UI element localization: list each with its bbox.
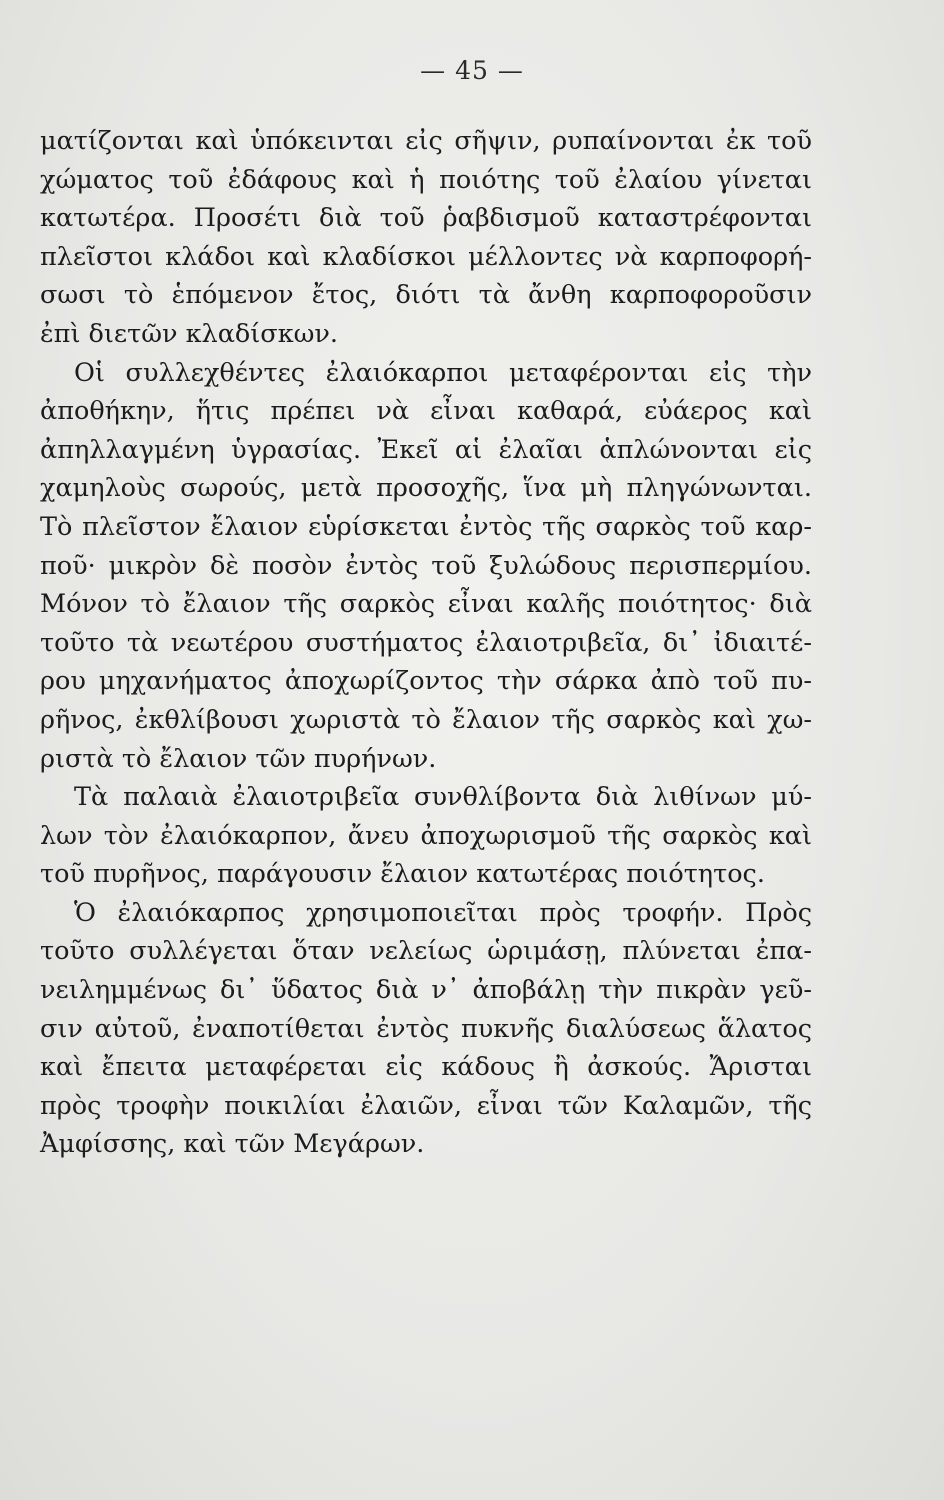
paragraph [40, 354, 812, 779]
text-line: πλεῖστοι κλάδοι καὶ κλαδίσκοι μέλλοντες νὰ καρποφορή- [40, 241, 812, 272]
text-line: ματίζονται καὶ ὑπόκεινται εἰς σῆψιν, ρυπαίνονται ἐκ τοῦ [40, 126, 812, 156]
text-line: ἀπηλλαγμένη ὑγρασίας. Ἐκεῖ αἱ ἐλαῖαι ἁπλώνονται εἰς [40, 434, 812, 465]
text-line: ἀποθήκην, ἥτις πρέπει νὰ εἶναι καθαρά, εὐάερος καὶ [40, 396, 812, 427]
text-line: νειλημμένως δι᾽ ὕδατος διὰ ν᾽ ἀποβάλῃ τὴν πικρὰν γεῦ- [40, 975, 812, 1006]
text-line: σιν αὐτοῦ, ἐναποτίθεται ἐντὸς πυκνῆς διαλύσεως ἅλατος [40, 1013, 812, 1044]
text-line: τοῦτο τὰ νεωτέρου συστήματος ἐλαιοτριβεῖα, δι᾽ ἰδιαιτέ- [40, 627, 812, 658]
text-line: τοῦτο συλλέγεται ὅταν νελείως ὡριμάσῃ, πλύνεται ἐπα- [40, 936, 812, 967]
text-line: Ἀμφίσσης, καὶ τῶν Μεγάρων. [40, 1129, 425, 1160]
text-line: Τὸ πλεῖστον ἔλαιον εὑρίσκεται ἐντὸς τῆς σαρκὸς τοῦ καρ- [40, 511, 812, 542]
text-line: πρὸς τροφὴν ποικιλίαι ἐλαιῶν, εἶναι τῶν Καλαμῶν, τῆς [40, 1090, 812, 1121]
text-line: ρου μηχανήματος ἀποχωρίζοντος τὴν σάρκα ἀπὸ τοῦ πυ- [40, 666, 812, 697]
paragraph [40, 122, 812, 354]
text-line: Τὰ παλαιὰ ἐλαιοτριβεῖα συνθλίβοντα διὰ λιθίνων μύ- [74, 782, 812, 813]
text-line: ρῆνος, ἐκθλίβουσι χωριστὰ τὸ ἔλαιον τῆς σαρκὸς καὶ χω- [40, 704, 812, 735]
text-line: ποῦ· μικρὸν δὲ ποσὸν ἐντὸς τοῦ ξυλώδους περισπερμίου. [40, 550, 812, 581]
text-line: Μόνον τὸ ἔλαιον τῆς σαρκὸς εἶναι καλῆς ποιότητος· διὰ [40, 589, 812, 620]
text-line: λων τὸν ἐλαιόκαρπον, ἄνευ ἀποχωρισμοῦ τῆς σαρκὸς καὶ [40, 820, 812, 851]
text-line: χαμηλοὺς σωρούς, μετὰ προσοχῆς, ἵνα μὴ πληγώνωνται. [40, 473, 812, 504]
paragraph [40, 778, 812, 894]
text-line: καὶ ἔπειτα μεταφέρεται εἰς κάδους ἢ ἀσκούς. Ἄρισται [40, 1052, 812, 1083]
text-line: Ὁ ἐλαιόκαρπος χρησιμοποιεῖται πρὸς τροφήν. Πρὸς [74, 897, 812, 928]
text-line: ἐπὶ διετῶν κλαδίσκων. [40, 318, 339, 349]
text-line: χώματος τοῦ ἐδάφους καὶ ἡ ποιότης τοῦ ἐλαίου γίνεται [40, 164, 812, 195]
text-line: ριστὰ τὸ ἔλαιον τῶν πυρήνων. [40, 743, 437, 774]
text-line: σωσι τὸ ἑπόμενον ἔτος, διότι τὰ ἄνθη καρποφοροῦσιν [40, 280, 812, 311]
page-number: — 45 — [420, 56, 524, 85]
body-text [40, 122, 812, 1164]
text-line: κατωτέρα. Προσέτι διὰ τοῦ ῥαβδισμοῦ καταστρέφονται [40, 203, 812, 234]
paragraph [40, 894, 812, 1164]
text-line: Οἱ συλλεχθέντες ἐλαιόκαρποι μεταφέρονται εἰς τὴν [74, 357, 812, 388]
text-line: τοῦ πυρῆνος, παράγουσιν ἔλαιον κατωτέρας ποιότητος. [40, 859, 765, 890]
